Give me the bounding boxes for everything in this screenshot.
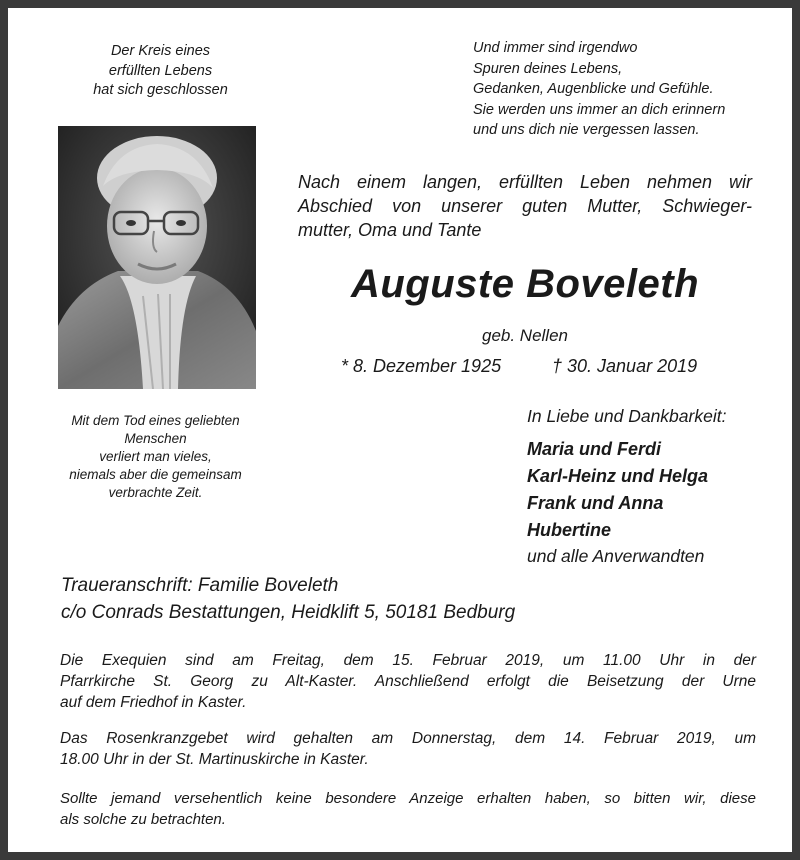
mourner-name: Frank und Anna <box>527 493 664 513</box>
mourner-name: Maria und Ferdi <box>527 439 662 459</box>
mourner-name: Hubertine <box>527 520 612 540</box>
quote-line: Menschen <box>124 431 187 446</box>
death-date: † 30. Januar 2019 <box>552 356 698 376</box>
address-line: c/o Conrads Bestattungen, Heidklift 5, 50181 Bedburg <box>61 602 516 623</box>
obituary-notice <box>8 8 792 852</box>
intro-line: Nach einem langen, erfüllten Leben nehmen wir <box>298 172 752 192</box>
paragraph-line: 18.00 Uhr in der St. Martinuskirche in Kaster. <box>60 751 369 768</box>
paragraph-line: Sollte jemand versehentlich keine besondere Anzeige erhalten haben, so bitten wir, diese <box>60 790 756 807</box>
notice-paragraph <box>60 788 756 830</box>
poem-right-line: Gedanken, Augenblicke und Gefühle. <box>473 81 714 97</box>
address-line: Traueranschrift: Familie Boveleth <box>61 575 339 596</box>
intro-line: mutter, Oma und Tante <box>298 220 482 240</box>
quote-line: niemals aber die gemeinsam <box>69 467 242 482</box>
exequien-paragraph <box>60 650 756 713</box>
poem-right-line: Und immer sind irgendwo <box>473 40 638 56</box>
paragraph-line: auf dem Friedhof in Kaster. <box>60 694 247 711</box>
thanks-label: In Liebe und Dankbarkeit: <box>527 406 727 426</box>
paragraph-line: Die Exequien sind am Freitag, dem 15. Februar 2019, um 11.00 Uhr in der <box>60 652 756 669</box>
portrait-photo <box>58 126 256 389</box>
poem-right <box>473 38 773 141</box>
quote-line: verbrachte Zeit. <box>108 485 203 500</box>
mourning-address <box>61 572 515 626</box>
intro-text <box>298 170 752 242</box>
life-dates <box>341 356 761 377</box>
mourners-list <box>527 436 708 544</box>
quote-line: Mit dem Tod eines geliebten <box>71 413 240 428</box>
maiden-name: geb. Nellen <box>481 326 568 345</box>
paragraph-line: Das Rosenkranzgebet wird gehalten am Donnerstag, dem 14. Februar 2019, um <box>60 730 756 747</box>
poem-left-line: hat sich geschlossen <box>93 82 228 98</box>
rosenkranz-paragraph <box>60 728 756 770</box>
deceased-name: Auguste Boveleth <box>350 262 700 306</box>
poem-right-line: Spuren deines Lebens, <box>473 60 623 77</box>
intro-line: Abschied von unserer guten Mutter, Schwieger- <box>298 196 752 216</box>
poem-right-line: Sie werden uns immer an dich erinnern <box>473 101 726 118</box>
paragraph-line: als solche zu betrachten. <box>60 811 226 828</box>
relatives-text: und alle Anverwandten <box>527 546 705 566</box>
poem-left-line: Der Kreis eines <box>110 43 211 59</box>
quote-line: verliert man vieles, <box>99 449 212 464</box>
poem-left <box>68 42 253 101</box>
poem-left-line: erfüllten Lebens <box>108 62 213 79</box>
mourner-name: Karl-Heinz und Helga <box>527 466 709 486</box>
birth-date: * 8. Dezember 1925 <box>341 356 502 376</box>
paragraph-line: Pfarrkirche St. Georg zu Alt-Kaster. Anschließend erfolgt die Beisetzung der Urne <box>60 673 756 690</box>
poem-right-line: und uns dich nie vergessen lassen. <box>473 122 700 138</box>
quote-bottom <box>43 412 268 502</box>
